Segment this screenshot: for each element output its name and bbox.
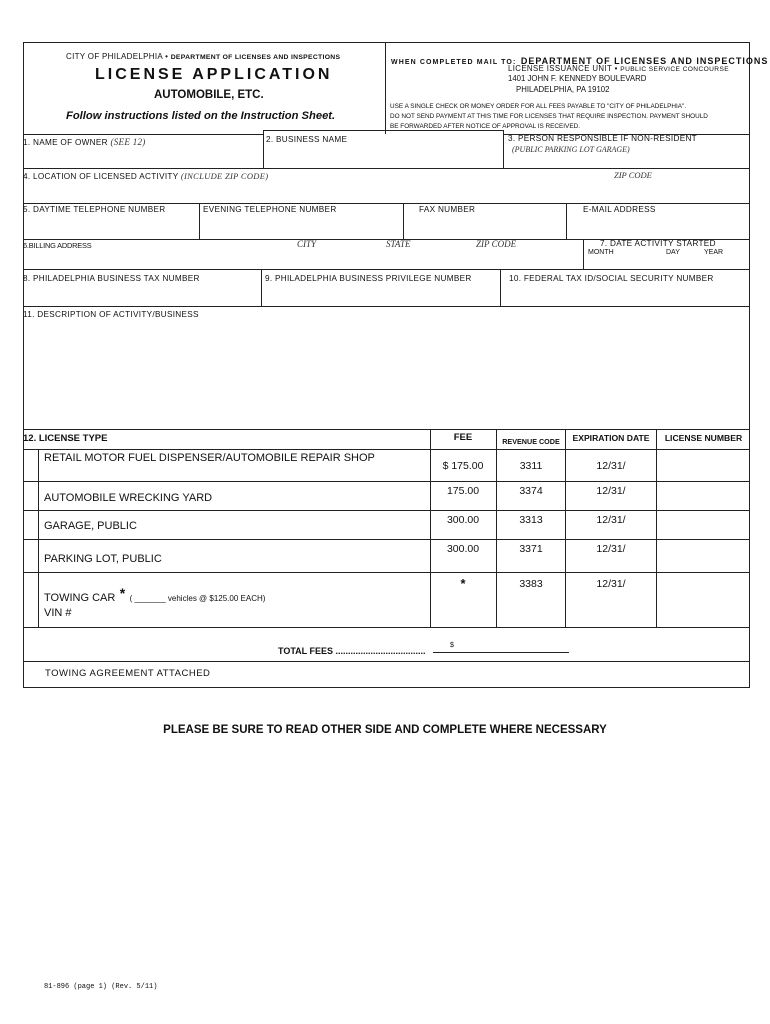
billing-city-label: CITY — [297, 239, 317, 249]
exp-wrecking-yard: 12/31/ — [596, 485, 626, 497]
day-label: DAY — [666, 249, 680, 256]
license-number-parking-lot[interactable] — [658, 541, 748, 570]
daytime-phone-label: 5. DAYTIME TELEPHONE NUMBER — [23, 205, 166, 214]
privilege-number-field[interactable] — [264, 285, 497, 303]
fee-garage: 300.00 — [446, 514, 480, 526]
payment-note-1: USE A SINGLE CHECK OR MONEY ORDER FOR ALL FEES PAYABLE TO "CITY OF PHILADELPHIA". — [390, 103, 687, 110]
revenue-code-header: REVENUE CODE — [502, 437, 560, 446]
license-number-motor-fuel[interactable] — [658, 452, 748, 479]
privilege-number-label: 9. PHILADELPHIA BUSINESS PRIVILEGE NUMBER — [265, 274, 472, 283]
email-address-field[interactable] — [569, 216, 747, 236]
fax-number-field[interactable] — [406, 216, 563, 236]
issuance-unit: LICENSE ISSUANCE UNIT • PUBLIC SERVICE CONCOURSE — [508, 64, 730, 73]
exp-parking-lot: 12/31/ — [596, 543, 626, 555]
total-fees-field[interactable] — [460, 640, 568, 652]
daytime-phone-field[interactable] — [26, 216, 196, 236]
payment-note-2: DO NOT SEND PAYMENT AT THIS TIME FOR LICENSES THAT REQUIRE INSPECTION. PAYMENT SHOULD — [390, 113, 708, 120]
tax-number-field[interactable] — [26, 285, 258, 303]
total-dollar-sign: $ — [450, 642, 454, 649]
owner-name-field[interactable] — [26, 149, 260, 166]
code-parking-lot: 3371 — [519, 543, 543, 555]
dept-line: CITY OF PHILADELPHIA • DEPARTMENT OF LICENSES AND INSPECTIONS — [66, 52, 341, 61]
description-label: 11. DESCRIPTION OF ACTIVITY/BUSINESS — [23, 310, 199, 319]
form-subtitle: AUTOMOBILE, ETC. — [154, 89, 264, 101]
federal-tax-id-field[interactable] — [503, 285, 747, 303]
tax-number-label: 8. PHILADELPHIA BUSINESS TAX NUMBER — [23, 274, 200, 283]
evening-phone-field[interactable] — [202, 216, 400, 236]
exp-towing-car: 12/31/ — [596, 578, 626, 590]
vin-label: VIN # — [44, 607, 72, 619]
code-wrecking-yard: 3374 — [519, 485, 543, 497]
license-type-parking-lot: PARKING LOT, PUBLIC — [44, 553, 162, 565]
year-label: YEAR — [704, 249, 724, 256]
expiration-date-header: EXPIRATION DATE — [572, 433, 650, 443]
owner-name-label: 1. NAME OF OWNER (SEE 12) — [23, 137, 146, 147]
fee-header: FEE — [453, 432, 473, 443]
exp-motor-fuel: 12/31/ — [596, 460, 626, 472]
fee-parking-lot: 300.00 — [446, 543, 480, 555]
evening-phone-label: EVENING TELEPHONE NUMBER — [203, 205, 337, 214]
responsible-person-label: 3. PERSON RESPONSIBLE IF NON-RESIDENT — [508, 134, 697, 143]
license-type-motor-fuel: RETAIL MOTOR FUEL DISPENSER/AUTOMOBILE REPAIR SHOP — [44, 452, 375, 464]
read-other-side-notice: PLEASE BE SURE TO READ OTHER SIDE AND COMPLETE WHERE NECESSARY — [163, 724, 607, 736]
instructions-note: Follow instructions listed on the Instruction Sheet. — [66, 110, 336, 122]
code-towing-car: 3383 — [519, 578, 543, 590]
fee-motor-fuel: $ 175.00 — [442, 460, 484, 472]
responsible-person-field[interactable] — [506, 155, 746, 167]
license-number-wrecking-yard[interactable] — [658, 483, 748, 508]
description-field[interactable] — [26, 322, 746, 426]
month-label: MONTH — [588, 249, 614, 256]
federal-tax-id-label: 10. FEDERAL TAX ID/SOCIAL SECURITY NUMBER — [509, 274, 714, 283]
payment-note-3: BE FORWARDED AFTER NOTICE OF APPROVAL IS RECEIVED. — [390, 123, 580, 130]
mail-street: 1401 JOHN F. KENNEDY BOULEVARD — [508, 74, 647, 83]
fee-towing-car: * — [460, 576, 466, 591]
mail-to: WHEN COMPLETED MAIL TO: DEPARTMENT OF LICENSES AND INSPECTIONS — [391, 56, 769, 66]
date-started-label: 7. DATE ACTIVITY STARTED — [600, 239, 716, 248]
billing-state-label: STATE — [386, 239, 411, 249]
billing-address-label: 6.BILLING ADDRESS — [23, 241, 92, 250]
code-motor-fuel: 3311 — [519, 460, 543, 472]
exp-garage: 12/31/ — [596, 514, 626, 526]
business-name-field[interactable] — [266, 149, 500, 166]
date-started-field[interactable] — [586, 257, 746, 268]
license-type-wrecking-yard: AUTOMOBILE WRECKING YARD — [44, 492, 213, 504]
code-garage: 3313 — [519, 514, 543, 526]
fax-number-label: FAX NUMBER — [419, 205, 476, 214]
license-type-towing-car: TOWING CAR * ( _______ vehicles @ $125.00 EACH) — [44, 585, 266, 604]
towing-agreement-label: TOWING AGREEMENT ATTACHED — [45, 668, 211, 679]
email-address-label: E-MAIL ADDRESS — [583, 205, 656, 214]
business-name-label: 2. BUSINESS NAME — [266, 135, 348, 144]
license-number-header: LICENSE NUMBER — [664, 433, 743, 443]
total-fees-label: TOTAL FEES .................................... — [278, 646, 426, 656]
location-label: 4. LOCATION OF LICENSED ACTIVITY (INCLUDE ZIP CODE) — [23, 171, 269, 181]
location-field[interactable] — [26, 182, 746, 200]
form-number: 81-896 (page 1) (Rev. 5/11) — [44, 983, 158, 991]
license-number-garage[interactable] — [658, 512, 748, 537]
mail-city: PHILADELPHIA, PA 19102 — [516, 85, 610, 94]
location-zip-label: ZIP CODE — [614, 170, 652, 180]
header-divider — [385, 42, 386, 134]
form-title: LICENSE APPLICATION — [95, 66, 333, 83]
fee-wrecking-yard: 175.00 — [446, 485, 480, 497]
license-type-header: 12. LICENSE TYPE — [23, 433, 108, 444]
billing-address-field[interactable] — [26, 252, 580, 267]
license-number-towing-car[interactable] — [658, 574, 748, 625]
billing-zip-label: ZIP CODE — [476, 239, 517, 249]
responsible-hint: (PUBLIC PARKING LOT GARAGE) — [512, 145, 630, 154]
license-type-garage: GARAGE, PUBLIC — [44, 520, 137, 532]
